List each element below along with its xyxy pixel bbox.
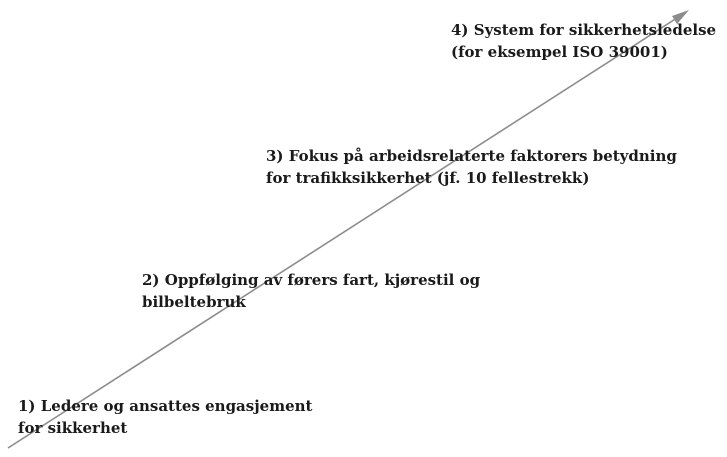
step-3-line-1: 3) Fokus på arbeidsrelaterte faktorers betydning	[266, 147, 677, 165]
step-2-line-2: bilbeltebruk	[142, 293, 246, 311]
step-2-driver-follow-up	[142, 269, 480, 313]
step-2-line-1: 2) Oppfølging av førers fart, kjørestil og	[142, 271, 481, 289]
arrow-shaft	[8, 16, 680, 448]
step-1-line-1: 1) Ledere og ansattes engasjement	[18, 397, 313, 415]
step-1-line-2: for sikkerhet	[18, 419, 128, 437]
step-4-safety-management-system	[451, 19, 716, 63]
step-3-work-related-factors	[266, 145, 677, 189]
step-4-line-1: 4) System for sikkerhetsledelse	[451, 21, 717, 39]
step-3-line-2: for trafikksikkerhet (jf. 10 fellestrekk)	[266, 169, 590, 187]
step-4-line-2: (for eksempel ISO 39001)	[451, 43, 668, 61]
step-1-leadership-engagement	[18, 395, 312, 439]
